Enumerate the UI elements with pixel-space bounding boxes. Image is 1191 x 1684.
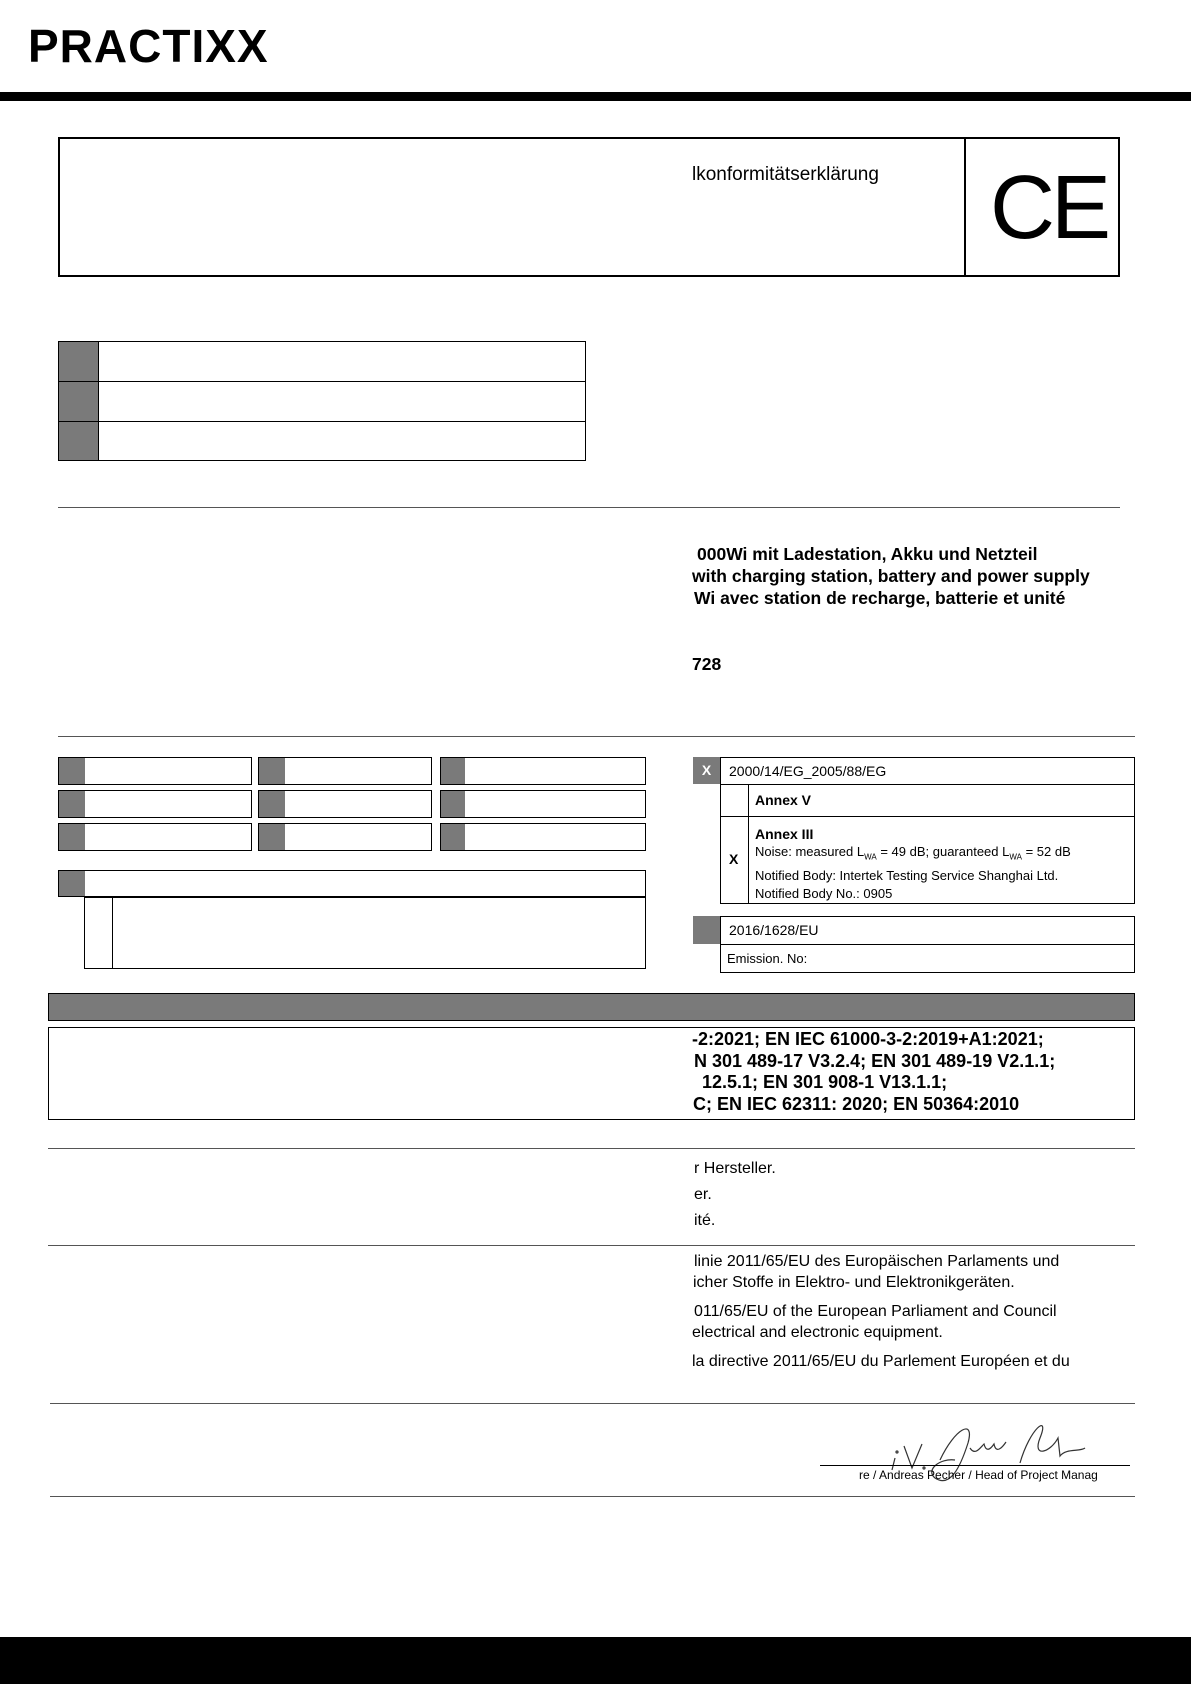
- standards-list: -2:2021; EN IEC 61000-3-2:2019+A1:2021; N 301 489-17 V3.2.4; EN 301 489-19 V2.1.1; 12.5.1; EN 301 908-1 V13.1.1; C; EN IEC 62311: 2020; EN 50364:2010: [692, 1029, 1056, 1114]
- emission-number-row: [720, 944, 1135, 973]
- bottom-bar: [0, 1637, 1191, 1684]
- emission-number: Emission. No:: [727, 951, 808, 966]
- annex3-row: [720, 816, 1135, 904]
- notified-body: Notified Body: Intertek Testing Service Shanghai Ltd.: [755, 867, 1059, 883]
- noise-values: Noise: measured $L_{WA} = 49$ dB; guaranteed $L_{WA} = 52$ dB: [755, 844, 1071, 862]
- annex3-label: Annex III: [755, 826, 814, 842]
- emission-checkbox: [693, 916, 720, 944]
- product-number: 728: [692, 654, 722, 674]
- manufacturer-statement: r Hersteller. er. ité.: [694, 1160, 776, 1229]
- top-rule: [0, 92, 1191, 101]
- document-title: lkonformitätserklärung: [692, 164, 879, 185]
- product-description: [692, 543, 1090, 609]
- divider: [48, 1245, 1135, 1246]
- noise-directive-row: [720, 757, 1135, 785]
- annex3-checkbox: X: [729, 851, 739, 867]
- divider: [58, 736, 1135, 737]
- standards-header-bar: [48, 993, 1135, 1021]
- emission-directive-row: [720, 916, 1135, 945]
- rohs-statement: linie 2011/65/EU des Europäischen Parlaments und icher Stoffe in Elektro- und Elektronikgeräten. 011/65/EU of the European Parliament and Council electrical and electronic equipment. la directive 2011/65/EU du Parlement Européen et du: [692, 1253, 1070, 1370]
- divider: [48, 1148, 1135, 1149]
- annex5-row: [720, 784, 1135, 817]
- product-line-de: 000Wi mit Ladestation, Akku und Netzteil: [697, 544, 1038, 564]
- divider: [50, 1496, 1135, 1497]
- divider: [58, 507, 1120, 508]
- emission-directive: 2016/1628/EU: [729, 922, 819, 938]
- signature-line: [820, 1465, 1130, 1466]
- header-box: [58, 137, 1120, 277]
- product-line-en: with charging station, battery and power supply: [692, 566, 1090, 586]
- ce-mark: CE: [990, 158, 1108, 258]
- signature-caption: re / Andreas Pecher / Head of Project Manag: [859, 1468, 1098, 1482]
- notified-body-number: Notified Body No.: 0905: [755, 885, 893, 901]
- annex5-label: Annex V: [755, 792, 812, 808]
- noise-directive-checkbox: X: [693, 757, 720, 784]
- info-table: [58, 341, 586, 461]
- product-line-fr: Wi avec station de recharge, batterie et unité: [694, 588, 1066, 608]
- divider: [50, 1403, 1135, 1404]
- brand-logo: PRACTIXX: [28, 20, 269, 72]
- noise-directive: 2000/14/EG_2005/88/EG: [729, 763, 887, 779]
